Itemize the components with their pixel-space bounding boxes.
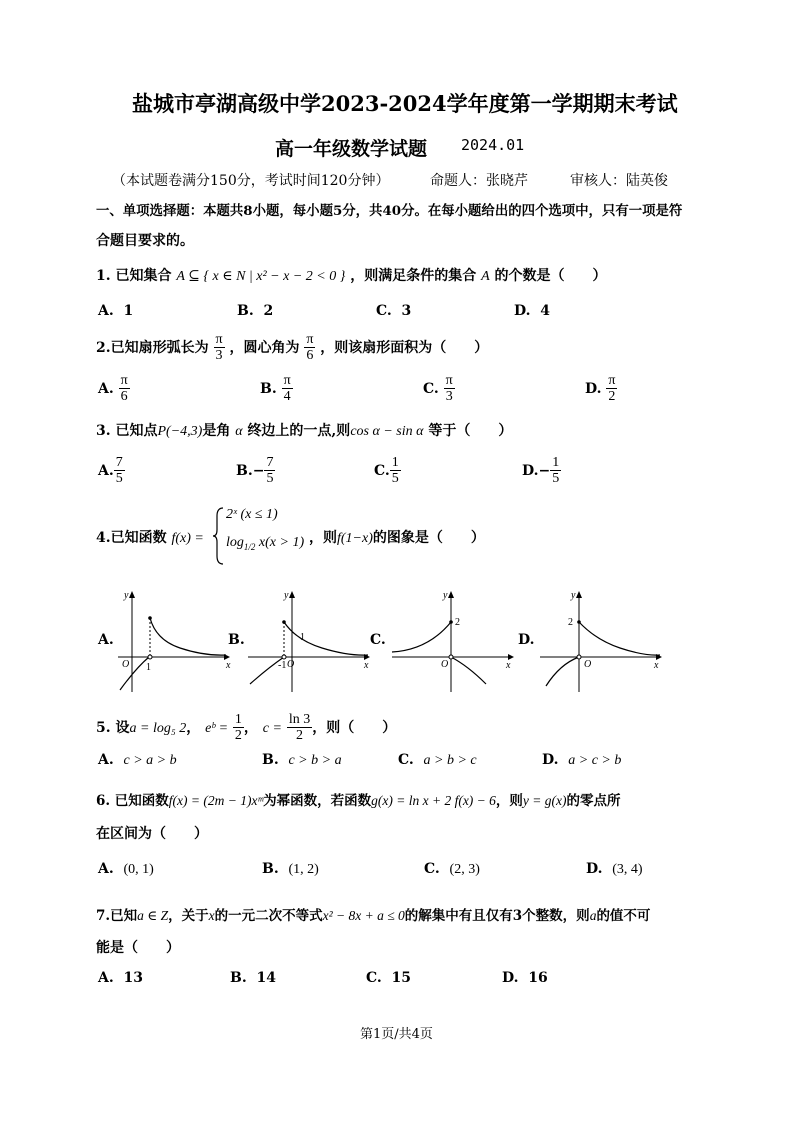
q7-option-a: A. 13 xyxy=(98,970,143,986)
exam-title: 盐城市亭湖高级中学2023-2024学年度第一学期期末考试 xyxy=(132,91,678,116)
q1-option-c: C. 3 xyxy=(376,303,412,319)
q1-option-b: B. 2 xyxy=(237,303,274,319)
q5-option-a: A. c > a > b xyxy=(98,752,177,768)
svg-text:x: x xyxy=(364,660,369,671)
svg-text:O: O xyxy=(441,659,449,670)
q6-option-a: A. (0, 1) xyxy=(98,861,154,877)
question-3: 3. 已知点P(−4,3)是角 α 终边上的一点,则cos α − sin α 等于（ ） xyxy=(96,423,513,439)
question-7-cont: 能是（ ） xyxy=(96,940,180,956)
q6-option-b: B. (1, 2) xyxy=(262,861,319,877)
svg-text:y: y xyxy=(124,590,129,601)
question-2: 2.已知扇形弧长为 $\frac{\pi}{3}$ ，圆心角为 $\frac{\pi}{6}$ ，则该扇形面积为（ ） xyxy=(96,332,489,364)
q7-option-d: D. 16 xyxy=(502,970,548,986)
q7-option-c: C. 15 xyxy=(366,970,412,986)
q4-graph-a xyxy=(114,588,234,694)
svg-text:y: y xyxy=(443,590,448,601)
svg-text:O: O xyxy=(122,659,130,670)
piecewise-case-1: 2ˣ (x ≤ 1) xyxy=(226,507,278,522)
svg-text:x: x xyxy=(506,660,511,671)
q6-option-c: C. (2, 3) xyxy=(424,861,480,877)
q4-option-b-label: B. xyxy=(228,632,245,648)
question-5: 5. 设a = log₅ 2， eᵇ = $\frac{1}{2}$ ， c = $\frac{\ln 3}{2}$ ，则（ ） xyxy=(96,712,397,744)
q2-option-d: D. $\frac{\pi}{2}$ xyxy=(585,373,616,405)
q1-option-d: D. 4 xyxy=(514,303,551,319)
q7-option-b: B. 14 xyxy=(230,970,276,986)
question-4-tail: ，则f(1−x)的图象是（ ） xyxy=(309,530,485,546)
q1-option-a: A. 1 xyxy=(98,303,134,319)
question-1: 1. 已知集合 A ⊆ { x ∈ N | x² − x − 2 < 0 } ，则满足条件的集合 A 的个数是（ ） xyxy=(96,268,607,284)
svg-text:x: x xyxy=(226,660,231,671)
exam-author: 命题人：张晓芹 xyxy=(430,173,528,189)
svg-text:-1: -1 xyxy=(278,660,287,671)
page-number: 第1页/共4页 xyxy=(360,1027,433,1042)
piecewise-case-2: $\log_{1/2} x(x > 1)$ xyxy=(226,535,305,552)
exam-reviewer: 审核人：陆英俊 xyxy=(570,173,668,189)
q3-option-a: A. $\frac{7}{5}$ xyxy=(98,455,123,487)
q5-option-d: D. a > c > b xyxy=(542,752,622,768)
svg-text:O: O xyxy=(287,659,295,670)
piecewise-brace xyxy=(213,506,225,566)
svg-text:x: x xyxy=(654,660,659,671)
q5-option-c: C. a > b > c xyxy=(398,752,477,768)
q2-option-b: B. $\frac{\pi}{4}$ xyxy=(260,373,291,405)
q6-option-d: D. (3, 4) xyxy=(586,861,643,877)
question-6-cont: 在区间为（ ） xyxy=(96,826,208,842)
exam-date: 2024.01 xyxy=(461,136,525,154)
q4-graph-c xyxy=(388,588,518,694)
svg-text:2: 2 xyxy=(455,617,460,628)
section-heading-cont: 合题目要求的。 xyxy=(96,233,194,249)
exam-info: （本试题卷满分150分，考试时间120分钟） xyxy=(112,173,390,189)
exam-subtitle: 高一年级数学试题 xyxy=(275,138,428,160)
svg-text:2: 2 xyxy=(568,617,573,628)
question-7: 7.已知a ∈ Z，关于x的一元二次不等式x² − 8x + a ≤ 0的解集中有且仅有3个整数，则a的值不可 xyxy=(96,908,651,924)
q2-option-c: C. $\frac{\pi}{3}$ xyxy=(423,373,453,405)
question-4-label: 4.已知函数 f(x) = xyxy=(96,530,204,546)
q3-option-d: D.− $\frac{1}{5}$ xyxy=(522,455,560,487)
svg-text:1: 1 xyxy=(300,632,305,643)
question-6: 6. 已知函数f(x) = (2m − 1)xᵐ为幂函数，若函数g(x) = ln x + 2 f(x) − 6，则y = g(x)的零点所 xyxy=(96,793,621,809)
q5-option-b: B. c > b > a xyxy=(262,752,342,768)
svg-text:1: 1 xyxy=(146,662,151,673)
svg-text:O: O xyxy=(584,659,592,670)
question-number: 1. xyxy=(96,268,111,284)
q4-option-a-label: A. xyxy=(98,632,114,648)
q4-option-c-label: C. xyxy=(370,632,386,648)
math-set: A ⊆ { x ∈ N | x² − x − 2 < 0 } xyxy=(176,269,346,284)
svg-text:y: y xyxy=(571,590,576,601)
q4-graph-d xyxy=(536,588,666,694)
section-heading: 一、单项选择题：本题共8小题，每小题5分，共40分。在每小题给出的四个选项中，只有一项是符 xyxy=(96,203,683,219)
q4-option-d-label: D. xyxy=(518,632,535,648)
q4-graph-b xyxy=(244,588,374,694)
svg-text:y: y xyxy=(284,590,289,601)
q3-option-b: B.− $\frac{7}{5}$ xyxy=(236,455,274,487)
q3-option-c: C. $\frac{1}{5}$ xyxy=(374,455,399,487)
q2-option-a: A. $\frac{\pi}{6}$ xyxy=(98,373,128,405)
